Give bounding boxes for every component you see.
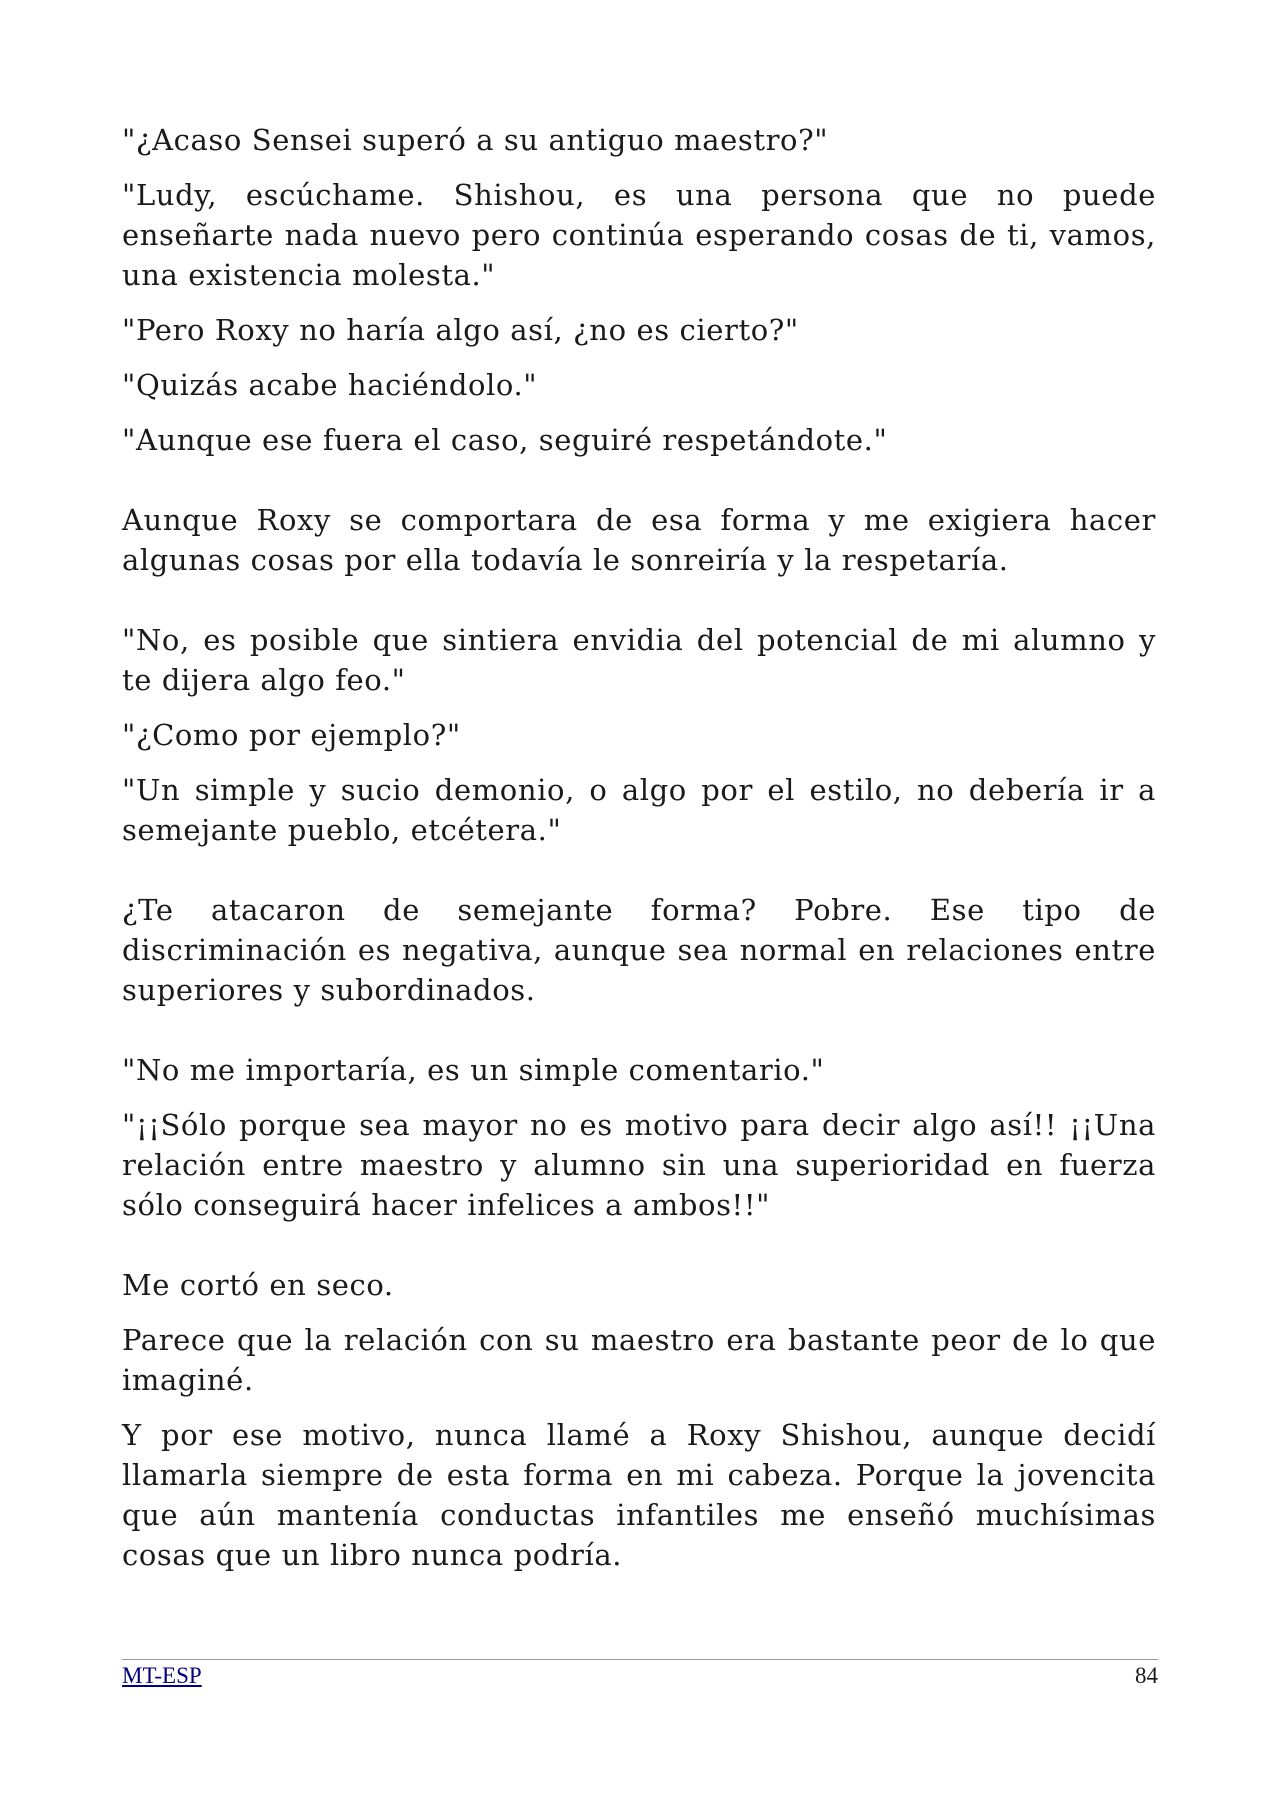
narration-paragraph: Y por ese motivo, nunca llamé a Roxy Shishou, aunque decidí llamarla siempre de esta forma en mi cabeza. Porque la jovencita que aún mantenía conductas infantiles me enseñó muchísimas cosas que un libro nunca podría. <box>122 1418 1156 1572</box>
page-body <box>122 120 1156 1590</box>
dialogue-paragraph: "¿Como por ejemplo?" <box>122 718 461 752</box>
dialogue-paragraph: "No, es posible que sintiera envidia del potencial de mi alumno y te dijera algo feo." <box>122 623 1156 697</box>
narration-paragraph: Aunque Roxy se comportara de esa forma y me exigiera hacer algunas cosas por ella todavía le sonreiría y la respetaría. <box>122 503 1156 577</box>
narration-paragraph: ¿Te atacaron de semejante forma? Pobre. Ese tipo de discriminación es negativa, aunque sea normal en relaciones entre superiores y subordinados. <box>122 893 1156 1007</box>
dialogue-paragraph: "¡¡Sólo porque sea mayor no es motivo para decir algo así!! ¡¡Una relación entre maestro y alumno sin una superioridad en fuerza sólo conseguirá hacer infelices a ambos!!" <box>122 1108 1156 1222</box>
dialogue-paragraph: "Ludy, escúchame. Shishou, es una persona que no puede enseñarte nada nuevo pero continúa esperando cosas de ti, vamos, una existencia molesta." <box>122 178 1156 292</box>
footer-divider <box>122 1659 1158 1660</box>
page-number: 84 <box>1135 1663 1158 1688</box>
dialogue-paragraph: "Quizás acabe haciéndolo." <box>122 368 538 402</box>
narration-paragraph: Parece que la relación con su maestro era bastante peor de lo que imaginé. <box>122 1323 1156 1397</box>
dialogue-paragraph: "Aunque ese fuera el caso, seguiré respetándote." <box>122 423 888 457</box>
narration-paragraph: Me cortó en seco. <box>122 1268 394 1302</box>
footer-site-link[interactable]: MT-ESP <box>122 1663 202 1688</box>
dialogue-paragraph: "No me importaría, es un simple comentario." <box>122 1053 825 1087</box>
dialogue-paragraph: "Un simple y sucio demonio, o algo por el estilo, no debería ir a semejante pueblo, etcétera." <box>122 773 1156 847</box>
dialogue-paragraph: "Pero Roxy no haría algo así, ¿no es cierto?" <box>122 313 799 347</box>
dialogue-paragraph: "¿Acaso Sensei superó a su antiguo maestro?" <box>122 123 829 157</box>
